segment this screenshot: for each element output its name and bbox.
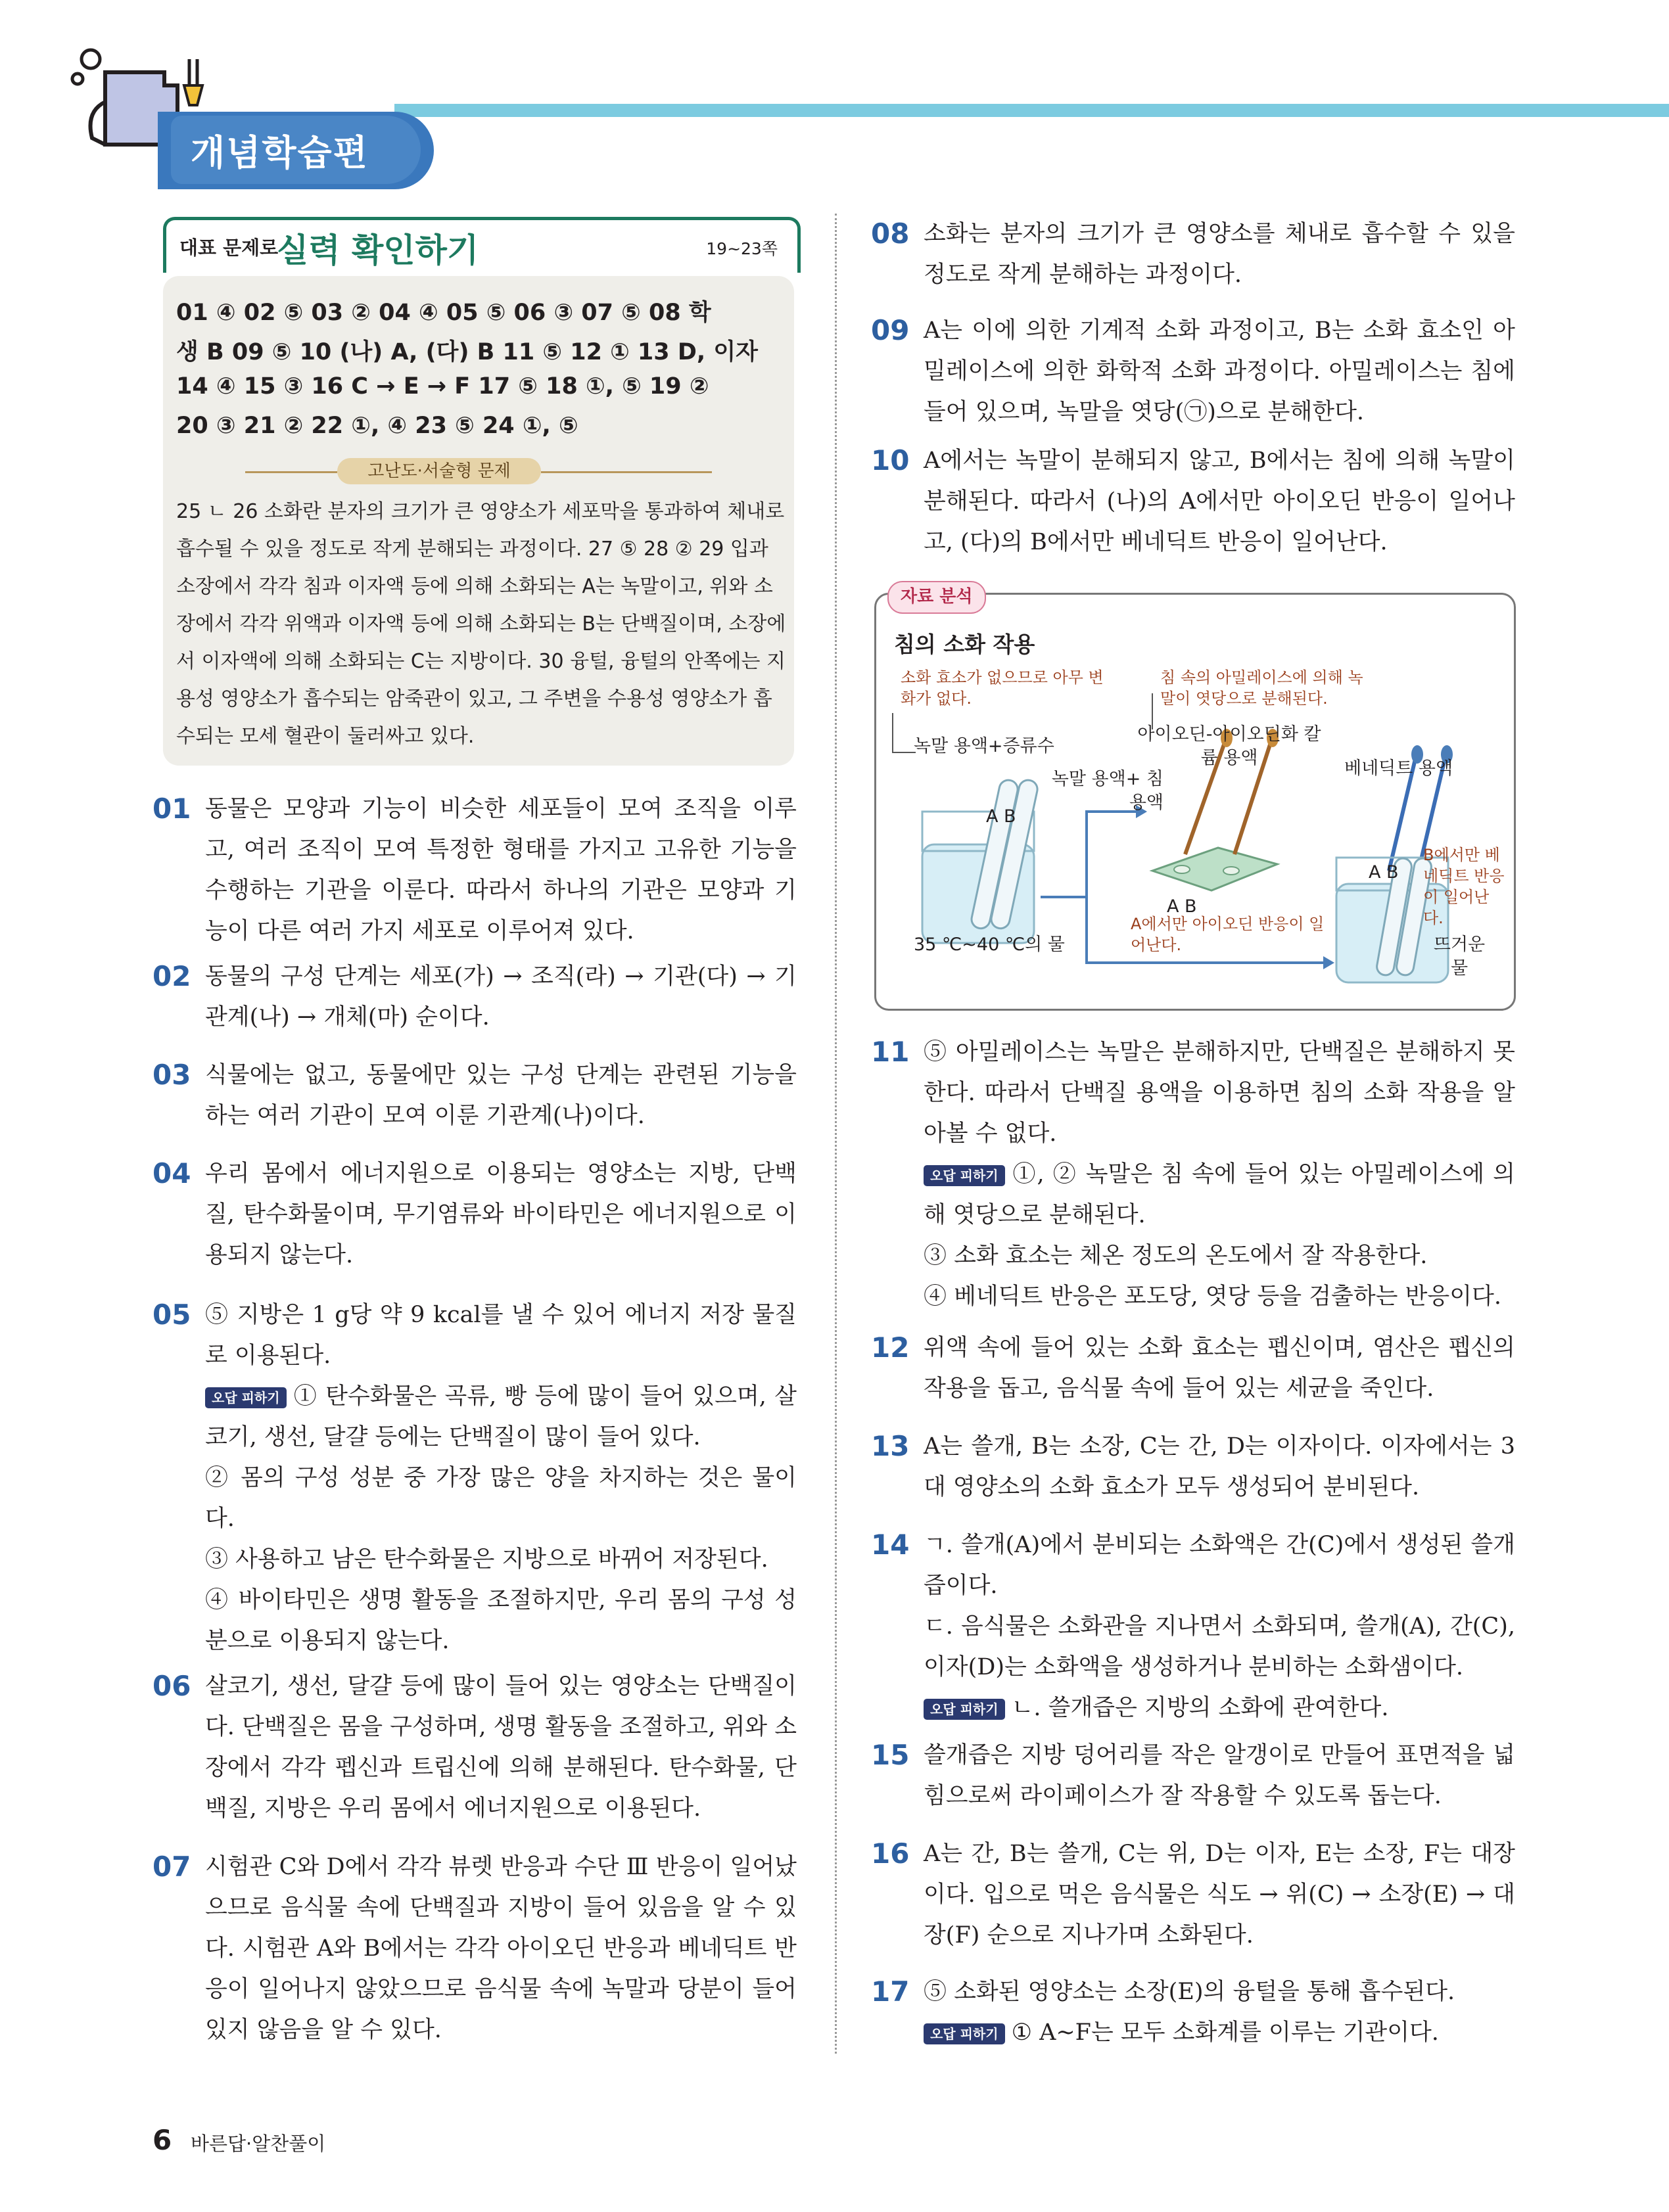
explanation-text: ④ 베네딕트 반응은 포도당, 엿당 등을 검출하는 반응이다. xyxy=(924,1283,1501,1310)
avoid-wrong-tag: 오답 피하기 xyxy=(205,1387,287,1408)
explanation-text: ①, ② 녹말은 침 속에 들어 있는 아밀레이스에 의해 엿당으로 분해된다. xyxy=(924,1161,1515,1228)
question-number: 06 xyxy=(153,1670,191,1702)
warm-water-label: 35 ℃~40 ℃의 물 xyxy=(914,934,1065,955)
question-text: A는 이에 의한 기계적 소화 과정이고, B는 소화 효소인 아밀레이스에 의한 화학적 소화 과정이다. 아밀레이스는 침에 들어 있으며, 녹말을 엿당(㉠)으로 분해한다. xyxy=(924,317,1515,425)
question-text: ㄷ. 음식물은 소화관을 지나면서 소화되며, 쓸개(A), 간(C), 이자(D)는 소화액을 생성하거나 분비하는 소화샘이다. xyxy=(924,1613,1515,1680)
answer-box-pages: 19~23쪽 xyxy=(706,239,778,258)
question-text: A는 쓸개, B는 소장, C는 간, D는 이자이다. 이자에서는 3대 영양소의 소화 효소가 모두 생성되어 분비된다. xyxy=(924,1433,1515,1500)
starch-water-label: 녹말 용액+증류수 xyxy=(914,736,1054,756)
explanation-text: ㄴ. 쓸개즙은 지방의 소화에 관여한다. xyxy=(1011,1695,1389,1721)
question-number: 14 xyxy=(871,1529,910,1561)
question-number: 09 xyxy=(871,314,910,346)
explanation-text: ④ 바이타민은 생명 활동을 조절하지만, 우리 몸의 구성 성분으로 이용되지 않는다. xyxy=(205,1587,797,1654)
question-number: 08 xyxy=(871,218,910,250)
answer-box xyxy=(163,276,794,766)
avoid-wrong-tag: 오답 피하기 xyxy=(924,2023,1005,2044)
explanation-text: ① A~F는 모두 소화계를 이루는 기관이다. xyxy=(1011,2019,1439,2046)
question-text: 시험관 C와 D에서 각각 뷰렛 반응과 수단 Ⅲ 반응이 일어났으므로 음식물 속에 단백질과 지방이 들어 있음을 알 수 있다. 시험관 A와 B에서는 각각 아이오딘 반응과 베네딕트 반응이 일어나지 않았으므로 음식물 속에 녹말과 당분이 들어 있지 않음을 알 수 있다. xyxy=(205,1854,797,2043)
explanation-text: ③ 사용하고 남은 탄수화물은 지방으로 바뀌어 저장된다. xyxy=(205,1546,768,1573)
question-number: 15 xyxy=(871,1739,910,1771)
analysis-tag: 자료 분석 xyxy=(887,581,986,614)
analysis-note: 침 속의 아밀레이스에 의해 녹말이 엿당으로 분해된다. xyxy=(1160,668,1363,708)
question-text: ⑤ 아밀레이스는 녹말은 분해하지만, 단백질은 분해하지 못한다. 따라서 단백질 용액을 이용하면 침의 소화 작용을 알아볼 수 없다. xyxy=(924,1039,1515,1147)
avoid-wrong-tag: 오답 피하기 xyxy=(924,1699,1005,1720)
answer-box-label: 대표 문제로 xyxy=(179,237,279,259)
question-text: 살코기, 생선, 달걀 등에 많이 들어 있는 영양소는 단백질이다. 단백질은 몸을 구성하며, 생명 활동을 조절하고, 위와 소장에서 각각 펩신과 트립신에 의해 분해된다. 탄수화물, 단백질, 지방은 우리 몸에서 에너지원으로 이용된다. xyxy=(205,1673,797,1822)
question-number: 05 xyxy=(153,1299,191,1331)
benedict-label: 베네딕트 용액 xyxy=(1344,758,1453,779)
analysis-note: B에서만 베네딕트 반응이 일어난다. xyxy=(1423,846,1505,927)
question-text: ⑤ 지방은 1 g당 약 9 kcal를 낼 수 있어 에너지 저장 물질로 이용된다. xyxy=(205,1302,797,1369)
hard-problem-answers: 25 ㄴ 26 소화란 분자의 크기가 큰 영양소가 세포막을 통과하여 체내로 흡수될 수 있을 정도로 작게 분해되는 과정이다. 27 ⑤ 28 ② 29 입과 소장에서 각각 침과 이자액 등에 의해 소화되는 A는 녹말이고, 위와 소장에서 각각 위액과 이자액 등에 의해 소화되는 B는 단백질이며, 소장에서 이자액에 의해 소화되는 C는 지방이다. 30 융털, 융털의 안쪽에는 지용성 영양소가 흡수되는 암죽관이 있고, 그 주변을 수용성 영양소가 흡수되는 모세 혈관이 둘러싸고 있다. xyxy=(176,500,786,748)
question-text: 동물은 모양과 기능이 비슷한 세포들이 모여 조직을 이루고, 여러 조직이 모여 특정한 형태를 가지고 고유한 기능을 수행하는 기관을 이룬다. 따라서 하나의 기관은 모양과 기능이 다른 여러 가지 세포로 이루어져 있다. xyxy=(205,796,797,944)
question-number: 13 xyxy=(871,1430,910,1462)
explanation-text: ② 몸의 구성 성분 중 가장 많은 양을 차지하는 것은 물이다. xyxy=(205,1465,797,1532)
question-number: 16 xyxy=(871,1837,910,1870)
iodine-label: 아이오딘-아이오딘화 칼륨 용액 xyxy=(1137,724,1321,768)
answer-box-title: 실력 확인하기 xyxy=(277,231,479,269)
hard-problem-tag xyxy=(245,458,712,484)
question-text: 식물에는 없고, 동물에만 있는 구성 단계는 관련된 기능을 하는 여러 기관이 모여 이룬 기관계(나)이다. xyxy=(205,1062,797,1129)
tube-label: A B xyxy=(986,806,1016,827)
question-text: 위액 속에 들어 있는 소화 효소는 펩신이며, 염산은 펩신의 작용을 돕고, 음식물 속에 들어 있는 세균을 죽인다. xyxy=(924,1335,1515,1402)
section-title: 개념학습편 xyxy=(191,132,369,173)
answer-row: 생 B 09 ⑤ 10 (나) A, (다) B 11 ⑤ 12 ① 13 D, 이자 xyxy=(176,339,758,365)
avoid-wrong-tag: 오답 피하기 xyxy=(924,1165,1005,1186)
analysis-title: 침의 소화 작용 xyxy=(894,632,1035,657)
answer-row: 01 ④ 02 ⑤ 03 ② 04 ④ 05 ⑤ 06 ③ 07 ⑤ 08 학 xyxy=(176,300,711,326)
answer-box-header xyxy=(163,217,801,273)
question-number: 04 xyxy=(153,1157,191,1189)
hot-water-label: 뜨거운 물 xyxy=(1433,934,1486,979)
question-number: 12 xyxy=(871,1331,910,1364)
question-text: 동물의 구성 단계는 세포(가) → 조직(라) → 기관(다) → 기관계(나) → 개체(마) 순이다. xyxy=(205,963,797,1030)
page-number: 6 xyxy=(153,2124,172,2156)
question-number: 03 xyxy=(153,1059,191,1091)
header-rule xyxy=(394,104,1669,117)
starch-saliva-label: 녹말 용액+ 침 용액 xyxy=(1051,769,1164,813)
footer-title: 바른답·알찬풀이 xyxy=(191,2132,326,2155)
question-number: 07 xyxy=(153,1851,191,1883)
question-number: 17 xyxy=(871,1975,910,2008)
question-text: 소화는 분자의 크기가 큰 영양소를 체내로 흡수할 수 있을 정도로 작게 분해하는 과정이다. xyxy=(924,221,1515,288)
question-text: ㄱ. 쓸개(A)에서 분비되는 소화액은 간(C)에서 생성된 쓸개즙이다. xyxy=(924,1532,1515,1599)
question-text: A에서는 녹말이 분해되지 않고, B에서는 침에 의해 녹말이 분해된다. 따라서 (나)의 A에서만 아이오딘 반응이 일어나고, (다)의 B에서만 베네딕트 반응이 일어난다. xyxy=(924,448,1515,555)
question-text: 우리 몸에서 에너지원으로 이용되는 영양소는 지방, 단백질, 탄수화물이며, 무기염류와 바이타민은 에너지원으로 이용되지 않는다. xyxy=(205,1161,797,1268)
question-number: 02 xyxy=(153,960,191,992)
question-text: 쓸개즙은 지방 덩어리를 작은 알갱이로 만들어 표면적을 넓힘으로써 라이페이스가 잘 작용할 수 있도록 돕는다. xyxy=(924,1742,1515,1809)
answer-row: 20 ③ 21 ② 22 ①, ④ 23 ⑤ 24 ①, ⑤ xyxy=(176,413,578,439)
analysis-note: 소화 효소가 없으므로 아무 변화가 없다. xyxy=(901,668,1104,708)
answer-row: 14 ④ 15 ③ 16 C → E → F 17 ⑤ 18 ①, ⑤ 19 ② xyxy=(176,373,709,400)
question-text: ⑤ 소화된 영양소는 소장(E)의 융털을 통해 흡수된다. xyxy=(924,1979,1455,2005)
explanation-text: ③ 소화 효소는 체온 정도의 온도에서 잘 작용한다. xyxy=(924,1243,1428,1269)
question-text: A는 간, B는 쓸개, C는 위, D는 이자, E는 소장, F는 대장이다. 입으로 먹은 음식물은 식도 → 위(C) → 소장(E) → 대장(F) 순으로 지나가며 소화된다. xyxy=(924,1841,1515,1948)
question-number: 10 xyxy=(871,444,910,476)
tube-label: A B xyxy=(1369,862,1399,883)
question-number: 11 xyxy=(871,1036,910,1068)
column-divider xyxy=(835,214,837,2054)
explanation-text: ① 탄수화물은 곡류, 빵 등에 많이 들어 있으며, 살코기, 생선, 달걀 등에는 단백질이 많이 들어 있다. xyxy=(205,1383,797,1450)
hard-problem-label: 고난도·서술형 문제 xyxy=(337,458,541,484)
plate-label: A B xyxy=(1167,896,1197,917)
analysis-note: A에서만 아이오딘 반응이 일어난다. xyxy=(1131,915,1325,954)
question-number: 01 xyxy=(153,793,191,825)
